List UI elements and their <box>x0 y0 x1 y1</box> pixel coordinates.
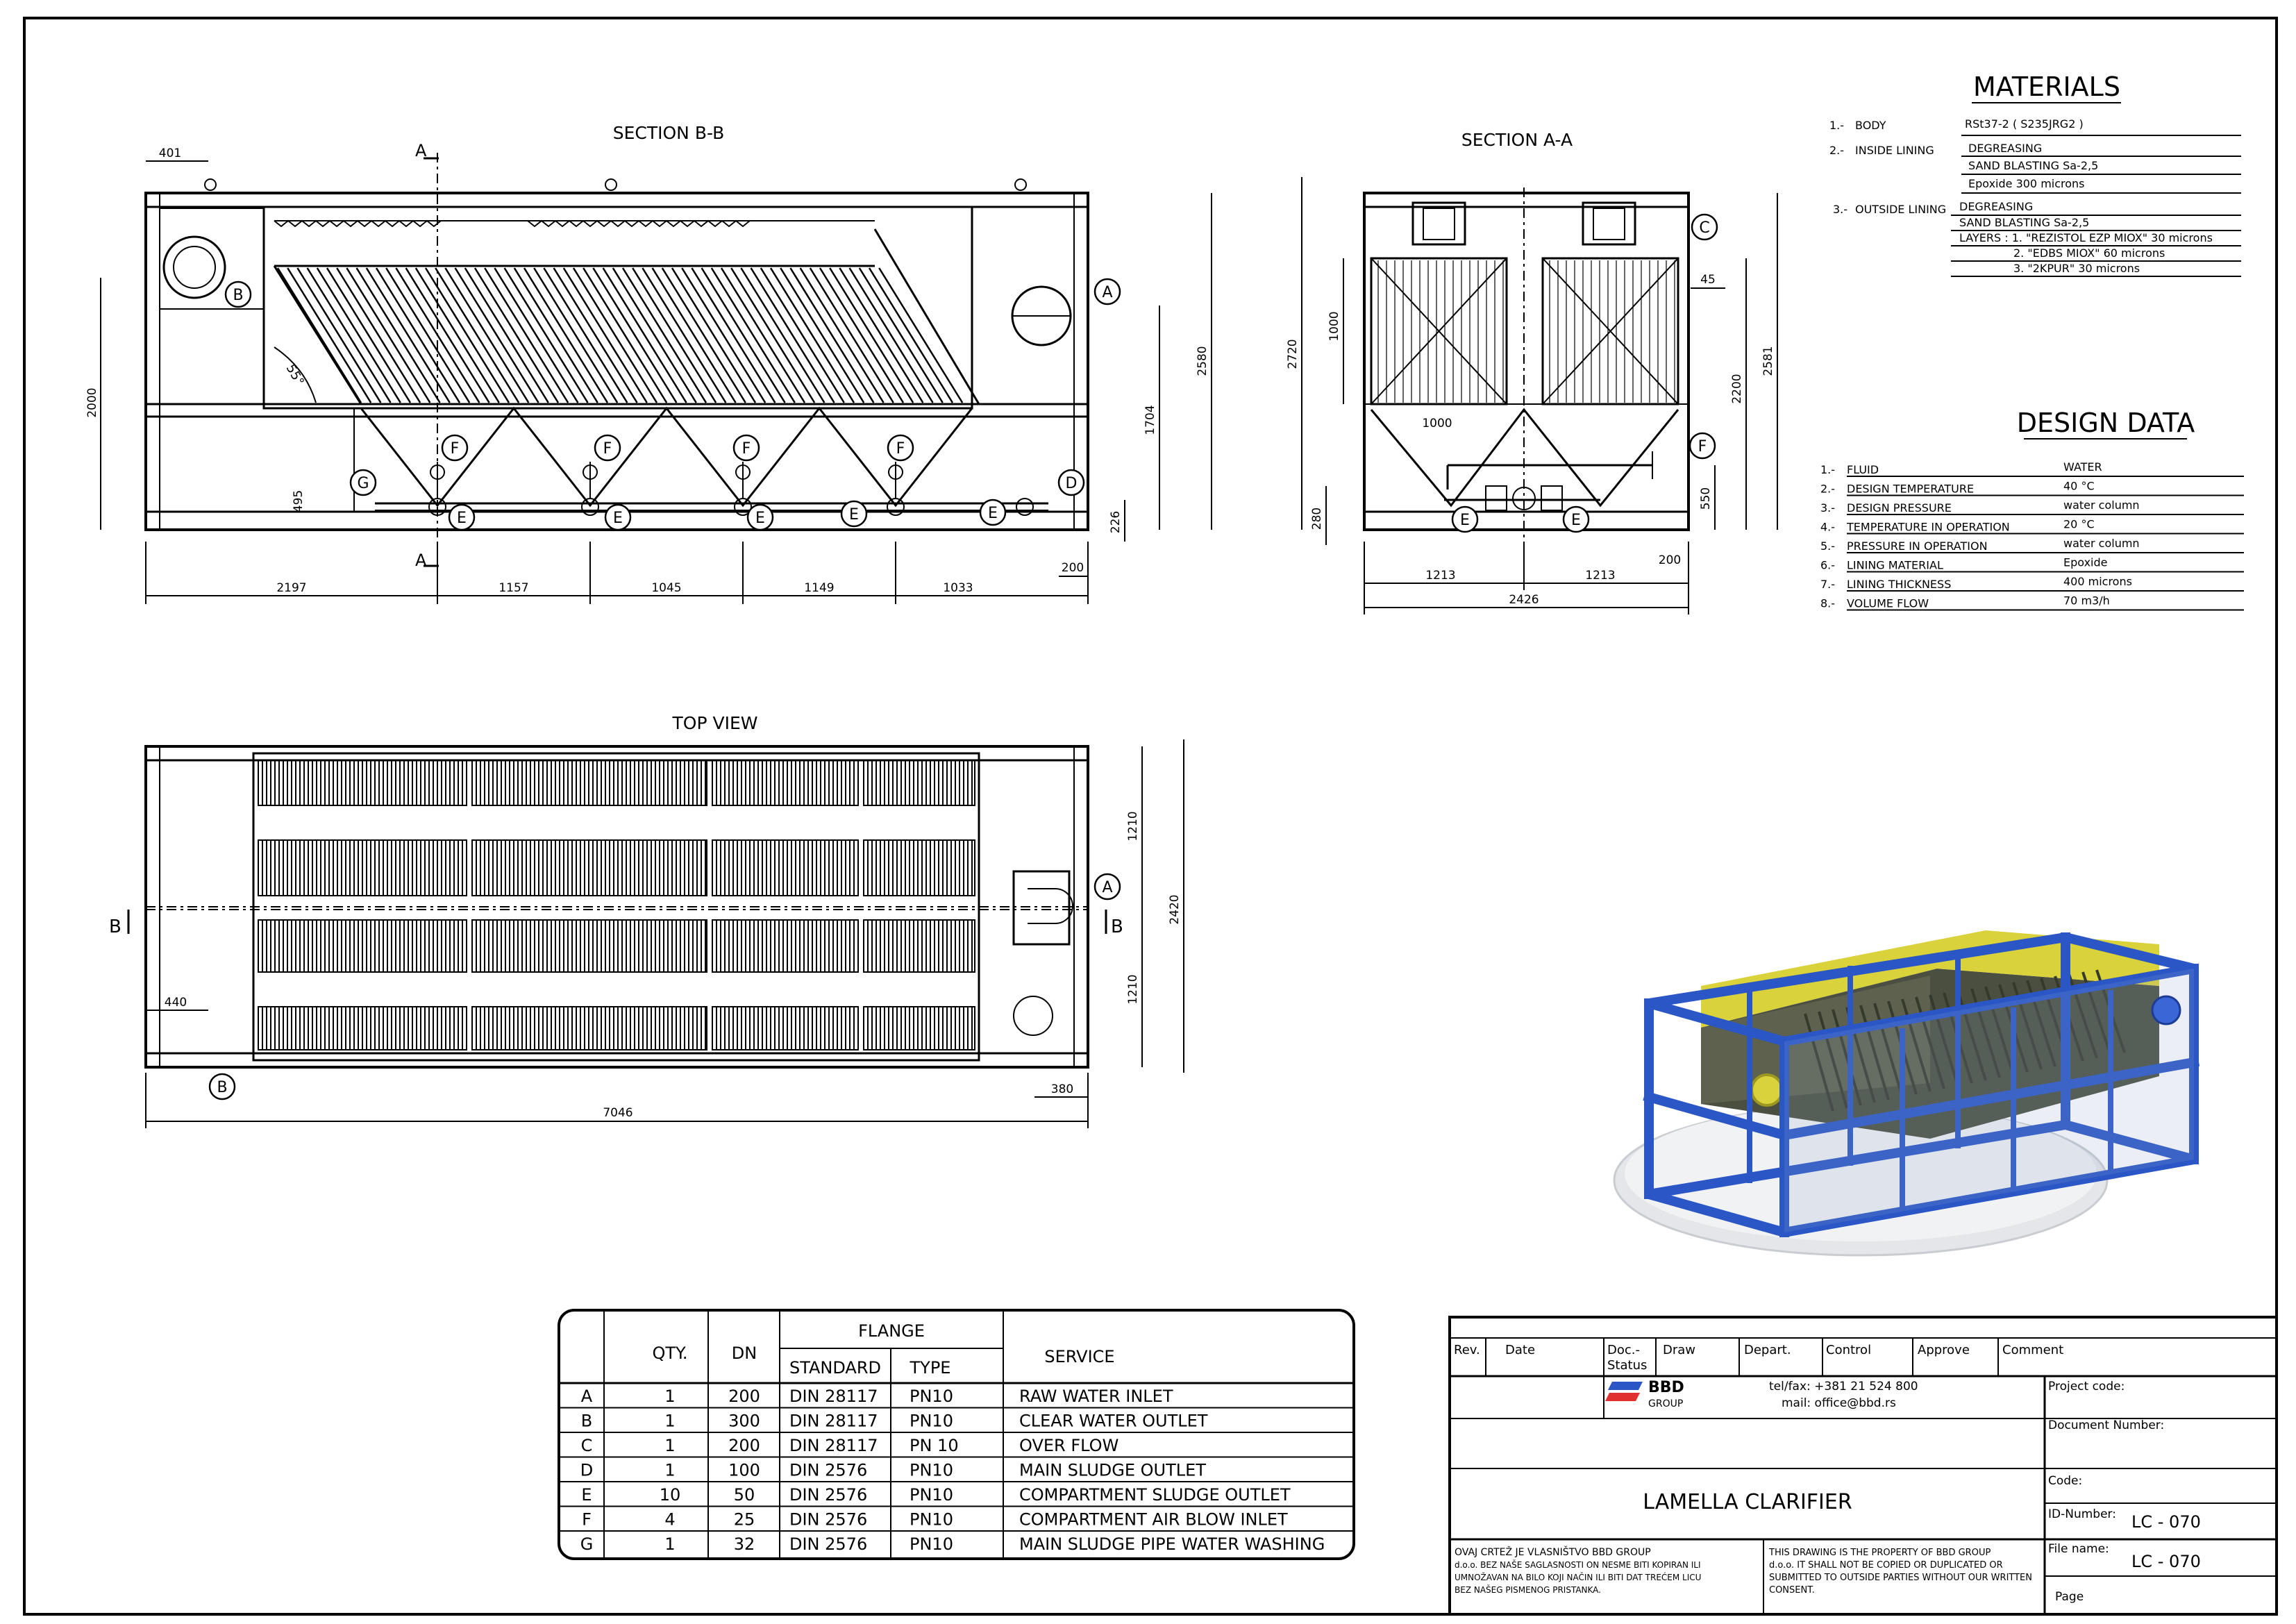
callout-letter: F <box>1698 438 1707 455</box>
logo-subtext: GROUP <box>1648 1398 1684 1409</box>
top-slat-group <box>712 920 858 972</box>
bb-dim-401: 401 <box>158 147 182 160</box>
flange-type: PN10 <box>910 1485 953 1505</box>
callout-letter: B <box>233 287 244 304</box>
bb-dim-2000: 2000 <box>85 387 99 418</box>
tb-code: Code: <box>2048 1474 2083 1488</box>
bbd-logo <box>1605 1379 1684 1409</box>
callout-letter: A <box>1102 284 1113 301</box>
top-dim-380: 380 <box>1050 1082 1074 1096</box>
bb-dim-bottom-3: 1045 <box>651 581 682 595</box>
tb-notice-en-1: THIS DRAWING IS THE PROPERTY OF BBD GROUP <box>1769 1548 1991 1558</box>
tb-notice-local-3: UMNOŽAVAN NA BILO KOJI NAČIN ILI BITI DAT TREĆEM LICU <box>1455 1573 1702 1582</box>
dd-label: FLUID <box>1847 463 1879 476</box>
flange-header-service: SERVICE <box>1044 1347 1115 1366</box>
dd-no: 6.- <box>1820 558 1836 572</box>
aa-dim-280: 280 <box>1310 507 1324 530</box>
callout-f <box>888 435 913 460</box>
callout-e <box>605 505 630 530</box>
section-bb-view <box>85 123 1212 604</box>
flange-dn: 200 <box>728 1387 760 1406</box>
callout-f <box>595 435 620 460</box>
tb-project-code: Project code: <box>2048 1380 2125 1393</box>
bb-dim-495: 495 <box>292 489 305 513</box>
dd-label: DESIGN TEMPERATURE <box>1847 482 1975 496</box>
section-aa-title: SECTION A-A <box>1461 130 1573 150</box>
flange-mark: F <box>582 1509 592 1530</box>
callout-a <box>1095 279 1120 304</box>
flange-qty: 1 <box>664 1534 676 1554</box>
bb-dim-2580: 2580 <box>1196 346 1209 376</box>
callout-f <box>442 435 467 460</box>
aa-dim-550: 550 <box>1699 487 1713 510</box>
callout-letter: G <box>357 475 369 492</box>
bb-outer-frame <box>146 193 1088 530</box>
flange-qty: 4 <box>664 1509 676 1530</box>
mat-1-value: RSt37-2 ( S235JRG2 ) <box>1965 117 2084 131</box>
mat-3-value-3: LAYERS : 1. "REZISTOL EZP MIOX" 30 microns <box>1959 231 2213 244</box>
callout-letter: F <box>741 440 751 458</box>
dd-value: 40 °C <box>2063 479 2095 493</box>
top-section-b-left: B <box>109 916 121 937</box>
flange-standard: DIN 2576 <box>789 1534 868 1554</box>
bb-section-a-bottom: A <box>415 551 427 570</box>
flange-service: MAIN SLUDGE OUTLET <box>1019 1460 1206 1480</box>
design-data-title: DESIGN DATA <box>2016 408 2195 438</box>
bb-dim-bottom-5: 1033 <box>943 581 973 595</box>
tb-notice-en-2: d.o.o. IT SHALL NOT BE COPIED OR DUPLICATED OR <box>1769 1560 2003 1571</box>
flange-mark: D <box>580 1460 594 1480</box>
flange-standard: DIN 2576 <box>789 1509 868 1530</box>
flange-header-standard: STANDARD <box>789 1358 882 1378</box>
top-dim-1210-lower: 1210 <box>1126 974 1140 1005</box>
callout-d <box>1059 470 1084 495</box>
tb-id-number: LC - 070 <box>2131 1512 2201 1532</box>
callout-letter: C <box>1699 219 1710 237</box>
dd-label: LINING MATERIAL <box>1847 558 1943 572</box>
aa-dim-2426: 2426 <box>1509 593 1539 607</box>
callout-letter: B <box>217 1079 228 1096</box>
callout-letter: F <box>450 440 460 458</box>
flange-mark: C <box>580 1436 593 1455</box>
flange-service: MAIN SLUDGE PIPE WATER WASHING <box>1019 1534 1325 1554</box>
tb-file-name: LC - 070 <box>2131 1552 2201 1571</box>
flange-dn: 50 <box>733 1485 755 1505</box>
mat-3-value-4: 2. "EDBS MIOX" 60 microns <box>2013 246 2165 260</box>
bb-lamella-pack <box>278 268 962 403</box>
flange-dn: 300 <box>728 1411 760 1431</box>
aa-dim-200: 200 <box>1658 553 1682 567</box>
callout-b <box>210 1074 235 1099</box>
flange-dn: 32 <box>733 1534 755 1554</box>
dd-value: 70 m3/h <box>2063 594 2110 608</box>
top-view <box>109 713 1184 1128</box>
bb-dim-bottom-4: 1149 <box>804 581 835 595</box>
dd-value: water column <box>2063 537 2140 550</box>
tb-mail: mail: office@bbd.rs <box>1782 1396 1896 1410</box>
tb-id-label: ID-Number: <box>2048 1507 2116 1521</box>
dd-no: 5.- <box>1820 539 1836 553</box>
callout-letter: A <box>1102 879 1113 896</box>
tb-approve: Approve <box>1918 1343 1970 1357</box>
flange-dn: 25 <box>733 1509 755 1530</box>
flange-qty: 1 <box>664 1460 676 1480</box>
tb-draw: Draw <box>1663 1343 1696 1357</box>
bb-angle-55: 55° <box>283 362 307 389</box>
callout-letter: F <box>896 440 905 458</box>
callout-b <box>226 282 251 307</box>
mat-2-value-3: Epoxide 300 microns <box>1968 177 2085 190</box>
flange-header-qty: QTY. <box>652 1343 688 1363</box>
top-view-title: TOP VIEW <box>672 713 758 733</box>
title-block <box>1450 1317 2277 1614</box>
mat-2-label: INSIDE LINING <box>1855 144 1934 157</box>
flange-type: PN10 <box>910 1460 953 1480</box>
mat-3-value-2: SAND BLASTING Sa-2,5 <box>1959 216 2090 229</box>
flange-header-flange: FLANGE <box>858 1321 925 1341</box>
mat-2-no: 2.- <box>1829 144 1845 157</box>
tb-comment: Comment <box>2002 1343 2064 1357</box>
callout-letter: D <box>1065 475 1078 492</box>
isometric-render <box>1614 930 2194 1255</box>
dd-value: 400 microns <box>2063 575 2132 588</box>
flange-header-dn: DN <box>731 1343 757 1363</box>
callout-letter: E <box>849 506 859 524</box>
mat-2-value-1: DEGREASING <box>1968 142 2043 155</box>
dd-value: water column <box>2063 499 2140 512</box>
aa-slats <box>1378 260 1675 403</box>
callout-f <box>734 435 759 460</box>
tb-file-label: File name: <box>2048 1542 2109 1556</box>
mat-3-label: OUTSIDE LINING <box>1855 203 1947 216</box>
dd-no: 4.- <box>1820 520 1836 534</box>
callout-letter: E <box>988 505 998 522</box>
flange-service: OVER FLOW <box>1019 1436 1119 1455</box>
callout-letter: E <box>613 510 623 527</box>
flange-mark: G <box>580 1534 594 1554</box>
tb-date: Date <box>1505 1343 1536 1357</box>
dd-value: WATER <box>2063 460 2102 474</box>
bb-section-a-top: A <box>415 141 427 160</box>
flange-type: PN10 <box>910 1411 953 1431</box>
top-section-b-right: B <box>1111 916 1123 937</box>
flange-standard: DIN 28117 <box>789 1411 878 1431</box>
flange-service: COMPARTMENT AIR BLOW INLET <box>1019 1509 1288 1530</box>
bb-dim-200: 200 <box>1061 561 1084 575</box>
sheet-border <box>24 18 2277 1614</box>
aa-dim-2581: 2581 <box>1761 346 1775 376</box>
dd-label: VOLUME FLOW <box>1847 596 1929 610</box>
flange-qty: 1 <box>664 1387 676 1406</box>
tb-depart: Depart. <box>1744 1343 1791 1357</box>
materials-block <box>1829 72 2241 276</box>
top-slat-group <box>712 840 858 896</box>
callout-letter: E <box>755 510 765 527</box>
mat-3-value-5: 3. "2KPUR" 30 microns <box>2013 262 2140 275</box>
tb-control: Control <box>1826 1343 1872 1357</box>
dd-label: DESIGN PRESSURE <box>1847 501 1952 514</box>
tb-notice-en-4: CONSENT. <box>1769 1585 1815 1596</box>
tb-drawing-title: LAMELLA CLARIFIER <box>1643 1490 1852 1514</box>
flange-type: PN10 <box>910 1534 953 1554</box>
callout-e <box>1564 507 1589 532</box>
tb-page: Page <box>2055 1590 2084 1604</box>
callout-e <box>449 505 474 530</box>
flange-mark: B <box>580 1411 593 1431</box>
flange-standard: DIN 28117 <box>789 1387 878 1406</box>
callout-letter: F <box>603 440 612 458</box>
callout-e <box>748 505 773 530</box>
top-dim-2420: 2420 <box>1168 894 1182 925</box>
bb-dim-bottom-2: 1157 <box>498 581 529 595</box>
dd-label: PRESSURE IN OPERATION <box>1847 539 1988 553</box>
callout-letter: E <box>1571 512 1581 529</box>
top-dim-7046: 7046 <box>603 1106 633 1120</box>
flange-dn: 100 <box>728 1460 760 1480</box>
dd-no: 7.- <box>1820 578 1836 591</box>
bb-dim-1704: 1704 <box>1143 405 1157 435</box>
design-data-block <box>1820 408 2244 610</box>
callout-e <box>980 500 1005 525</box>
tb-doc: Doc.- <box>1607 1343 1640 1357</box>
callout-a <box>1095 874 1120 899</box>
bb-dim-226: 226 <box>1109 510 1123 534</box>
flange-standard: DIN 2576 <box>789 1460 868 1480</box>
flange-service: COMPARTMENT SLUDGE OUTLET <box>1019 1485 1291 1505</box>
callout-e <box>1452 507 1477 532</box>
mat-3-no: 3.- <box>1833 203 1848 216</box>
aa-dim-2720: 2720 <box>1286 339 1300 369</box>
mat-3-value-1: DEGREASING <box>1959 200 2034 213</box>
callout-f <box>1690 433 1715 458</box>
callout-e <box>841 501 866 526</box>
flange-standard: DIN 28117 <box>789 1436 878 1455</box>
dd-value: Epoxide <box>2063 555 2108 569</box>
mat-1-no: 1.- <box>1829 119 1845 132</box>
aa-dim-1213-right: 1213 <box>1585 569 1616 583</box>
top-dim-440: 440 <box>164 996 187 1010</box>
dd-no: 8.- <box>1820 596 1836 610</box>
aa-dim-45: 45 <box>1700 273 1716 287</box>
flange-qty: 10 <box>659 1485 681 1505</box>
flange-standard: DIN 2576 <box>789 1485 868 1505</box>
dd-value: 20 °C <box>2063 517 2095 531</box>
callout-c <box>1692 215 1717 240</box>
aa-dim-2200: 2200 <box>1730 374 1744 404</box>
aa-dim-1000-left: 1000 <box>1327 311 1341 342</box>
tb-notice-local-1: OVAJ CRTEŽ JE VLASNIŠTVO BBD GROUP <box>1455 1547 1651 1558</box>
flange-service: CLEAR WATER OUTLET <box>1019 1411 1208 1431</box>
flange-mark: E <box>581 1485 592 1505</box>
top-lamella-packs <box>258 760 975 1050</box>
bb-dim-bottom-1: 2197 <box>276 581 307 595</box>
tb-tel: tel/fax: +381 21 524 800 <box>1769 1380 1918 1393</box>
dd-no: 1.- <box>1820 463 1836 476</box>
top-slat-group <box>712 760 858 805</box>
tb-notice-en-3: SUBMITTED TO OUTSIDE PARTIES WITHOUT OUR WRITTEN <box>1769 1573 2032 1583</box>
flange-type: PN10 <box>910 1509 953 1530</box>
flange-dn: 200 <box>728 1436 760 1455</box>
mat-1-label: BODY <box>1855 119 1886 132</box>
logo-text: BBD <box>1648 1379 1684 1396</box>
flange-mark: A <box>580 1387 593 1406</box>
flange-service: RAW WATER INLET <box>1019 1387 1173 1406</box>
tb-notice-local-4: BEZ NAŠEG PISMENOG PRISTANKA. <box>1455 1585 1601 1595</box>
tb-document-number: Document Number: <box>2048 1418 2165 1432</box>
flange-type: PN 10 <box>910 1436 959 1455</box>
tb-rev: Rev. <box>1454 1343 1480 1357</box>
callout-letter: E <box>457 510 467 527</box>
flange-table <box>559 1310 1354 1559</box>
callout-g <box>351 470 376 495</box>
flange-qty: 1 <box>664 1436 676 1455</box>
flange-qty: 1 <box>664 1411 676 1431</box>
tb-status: Status <box>1607 1358 1648 1373</box>
aa-dim-1213-left: 1213 <box>1425 569 1456 583</box>
aa-dim-1000-hopper: 1000 <box>1422 417 1452 430</box>
flange-header-type: TYPE <box>910 1358 951 1378</box>
callout-letter: E <box>1460 512 1470 529</box>
mat-2-value-2: SAND BLASTING Sa-2,5 <box>1968 159 2099 172</box>
section-aa-view <box>1286 130 1777 614</box>
section-bb-title: SECTION B-B <box>612 123 725 143</box>
dd-label: TEMPERATURE IN OPERATION <box>1847 520 2010 534</box>
dd-no: 3.- <box>1820 501 1836 514</box>
top-slat-group <box>712 1007 858 1050</box>
dd-no: 2.- <box>1820 482 1836 496</box>
materials-title: MATERIALS <box>1973 72 2120 102</box>
tb-notice-local-2: d.o.o. BEZ NAŠE SAGLASNOSTI ON NESME BITI KOPIRAN ILI <box>1455 1560 1701 1570</box>
dd-label: LINING THICKNESS <box>1847 578 1952 591</box>
flange-type: PN10 <box>910 1387 953 1406</box>
top-dim-1210-upper: 1210 <box>1126 811 1140 842</box>
